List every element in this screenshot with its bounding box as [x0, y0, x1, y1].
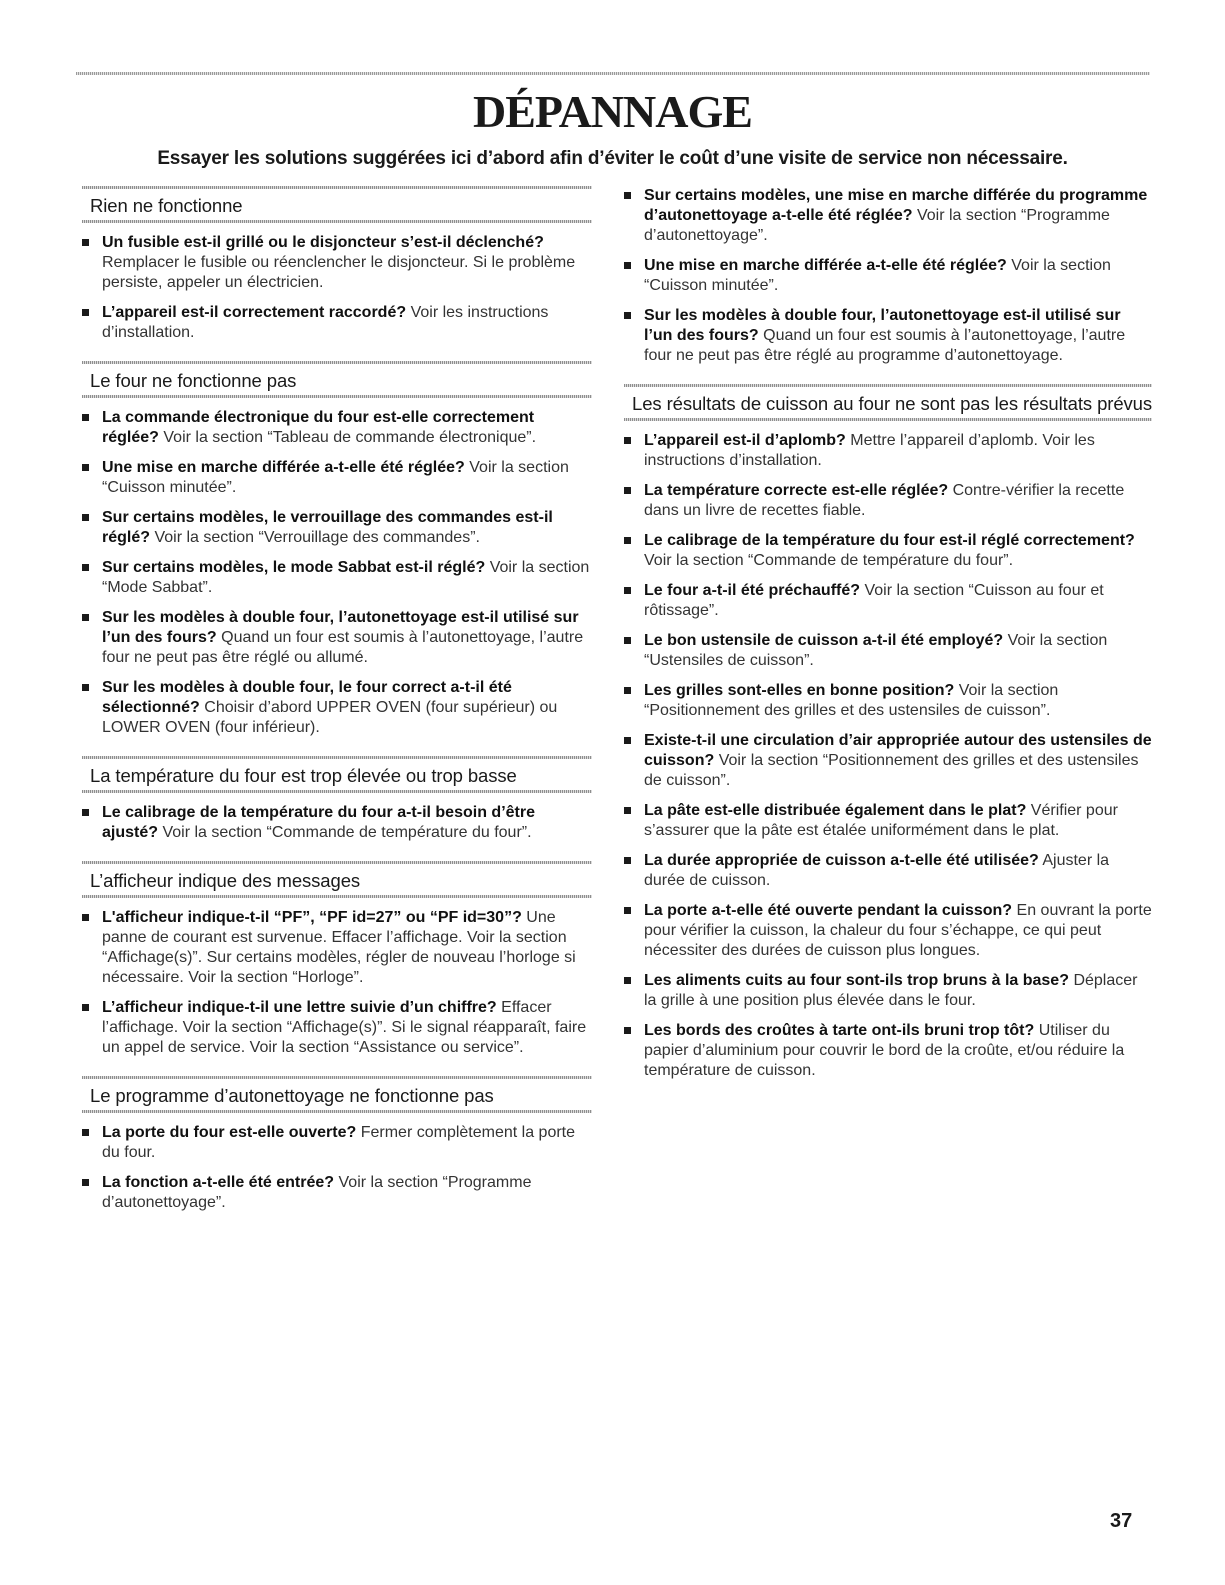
list-item: [82, 1173, 592, 1213]
section-title: Le programme d’autonettoyage ne fonctionne pas: [90, 1085, 494, 1106]
item-question: L'afficheur indique-t-il “PF”, “PF id=27” ou “PF id=30”?: [102, 909, 522, 926]
troubleshooting-section: [624, 186, 1152, 366]
item-answer: Utiliser du papier d’aluminium pour couvrir le bord de la croûte, et/ou réduire la température de cuisson.: [644, 1022, 1125, 1079]
item-answer: Voir la section “Cuisson minutée”.: [644, 257, 1111, 294]
item-answer: Voir la section “Programme d’autonettoyage”.: [102, 1174, 532, 1211]
left-column: [82, 186, 592, 1231]
list-item: [82, 998, 592, 1058]
top-rule: [76, 72, 1150, 75]
item-question: La porte du four est-elle ouverte?: [102, 1124, 357, 1141]
item-answer: Choisir d’abord UPPER OVEN (four supérieur) ou LOWER OVEN (four inférieur).: [102, 699, 558, 736]
item-list: [624, 431, 1152, 1081]
list-item: [624, 631, 1152, 671]
item-question: La durée appropriée de cuisson a-t-elle été utilisée?: [644, 852, 1039, 869]
item-answer: Effacer l’affichage. Voir la section “Affichage(s)”. Si le signal réapparaît, faire un appel de service. Voir la section “Assistance ou service”.: [102, 999, 587, 1056]
list-item: [624, 256, 1152, 296]
troubleshooting-section: [82, 756, 592, 843]
item-list: [82, 803, 592, 843]
section-title: La température du four est trop élevée ou trop basse: [90, 765, 517, 786]
list-item: [82, 908, 592, 988]
item-question: L’appareil est-il correctement raccordé?: [102, 304, 407, 321]
list-item: [624, 581, 1152, 621]
item-question: Sur certains modèles, une mise en marche différée du programme d’autonettoyage a-t-elle été réglée?: [644, 187, 1148, 224]
item-question: Existe-t-il une circulation d’air appropriée autour des ustensiles de cuisson?: [644, 732, 1152, 769]
list-item: [624, 1021, 1152, 1081]
troubleshooting-section: [624, 384, 1152, 1081]
item-question: La commande électronique du four est-elle correctement réglée?: [102, 409, 535, 446]
list-item: [624, 731, 1152, 791]
item-answer: Contre-vérifier la recette dans un livre de recettes fiable.: [644, 482, 1125, 519]
item-answer: En ouvrant la porte pour vérifier la cuisson, la chaleur du four s’échappe, ce qui peut nécessiter des durées de cuisson plus longues.: [644, 902, 1152, 959]
item-question: L’appareil est-il d’aplomb?: [644, 432, 846, 449]
item-question: L’afficheur indique-t-il une lettre suivie d’un chiffre?: [102, 999, 497, 1016]
item-question: Une mise en marche différée a-t-elle été réglée?: [102, 459, 465, 476]
item-answer: Voir la section “Mode Sabbat”.: [102, 559, 590, 596]
list-item: [624, 971, 1152, 1011]
list-item: [82, 803, 592, 843]
list-item: [82, 608, 592, 668]
section-rule-bottom: [624, 418, 1152, 421]
list-item: [624, 681, 1152, 721]
section-header: [624, 384, 1152, 421]
item-question: Un fusible est-il grillé ou le disjoncteur s’est-il déclenché?: [102, 234, 544, 251]
list-item: [82, 458, 592, 498]
item-answer: Quand un four est soumis à l’autonettoyage, l’autre four ne peut pas être réglé au programme d’autonettoyage.: [644, 327, 1126, 364]
item-answer: Voir la section “Commande de température du four”.: [644, 552, 1014, 569]
item-answer: Voir la section “Positionnement des grilles et des ustensiles de cuisson”.: [644, 752, 1139, 789]
item-question: Les aliments cuits au four sont-ils trop bruns à la base?: [644, 972, 1069, 989]
item-answer: Voir la section “Commande de température du four”.: [162, 824, 532, 841]
right-column: [624, 186, 1152, 1099]
item-answer: Ajuster la durée de cuisson.: [644, 852, 1110, 889]
item-answer: Mettre l’appareil d’aplomb. Voir les instructions d’installation.: [644, 432, 1095, 469]
item-answer: Voir la section “Programme d’autonettoyage”.: [644, 207, 1110, 244]
page-number: 37: [1110, 1510, 1133, 1532]
list-item: [82, 508, 592, 548]
list-item: [82, 558, 592, 598]
item-question: La fonction a-t-elle été entrée?: [102, 1174, 335, 1191]
item-answer: Voir la section “Cuisson minutée”.: [102, 459, 569, 496]
item-answer: Voir la section “Positionnement des grilles et des ustensiles de cuisson”.: [644, 682, 1059, 719]
troubleshooting-section: [82, 186, 592, 343]
list-item: [624, 901, 1152, 961]
item-answer: Quand un four est soumis à l’autonettoyage, l’autre four ne peut pas être réglé ou allumé.: [102, 629, 584, 666]
item-question: Les bords des croûtes à tarte ont-ils bruni trop tôt?: [644, 1022, 1035, 1039]
item-list: [624, 186, 1152, 366]
section-rule-bottom: [82, 790, 592, 793]
list-item: [82, 678, 592, 738]
section-title: Rien ne fonctionne: [90, 195, 243, 216]
item-answer: Voir les instructions d’installation.: [102, 304, 549, 341]
item-list: [82, 408, 592, 738]
page-subtitle: Essayer les solutions suggérées ici d’abord afin d’éviter le coût d’une visite de service non nécessaire.: [157, 148, 1068, 169]
item-answer: Déplacer la grille à une position plus élevée dans le four.: [644, 972, 1138, 1009]
list-item: [624, 431, 1152, 471]
item-question: Les grilles sont-elles en bonne position?: [644, 682, 955, 699]
item-question: Une mise en marche différée a-t-elle été réglée?: [644, 257, 1007, 274]
troubleshooting-section: [82, 1076, 592, 1213]
item-question: Sur certains modèles, le mode Sabbat est-il réglé?: [102, 559, 486, 576]
item-question: Le four a-t-il été préchauffé?: [644, 582, 861, 599]
list-item: [82, 1123, 592, 1163]
item-question: Le calibrage de la température du four a-t-il besoin d’être ajusté?: [102, 804, 535, 841]
list-item: [624, 851, 1152, 891]
item-question: La porte a-t-elle été ouverte pendant la cuisson?: [644, 902, 1013, 919]
list-item: [624, 531, 1152, 571]
item-answer: Une panne de courant est survenue. Effacer l’affichage. Voir la section “Affichage(s)”. Sur certains modèles, régler de nouveau l’horloge si nécessaire. Voir la section “Horloge”.: [102, 909, 576, 986]
section-title: Le four ne fonctionne pas: [90, 370, 297, 391]
section-header: [82, 1076, 592, 1113]
troubleshooting-section: [82, 861, 592, 1058]
item-list: [82, 1123, 592, 1213]
section-header: [82, 186, 592, 223]
item-answer: Voir la section “Cuisson au four et rôtissage”.: [644, 582, 1104, 619]
item-list: [82, 908, 592, 1058]
item-question: Sur les modèles à double four, le four correct a-t-il été sélectionné?: [102, 679, 512, 716]
section-rule-bottom: [82, 220, 592, 223]
item-question: Sur les modèles à double four, l’autonettoyage est-il utilisé sur l’un des fours?: [644, 307, 1121, 344]
item-answer: Voir la section “Verrouillage des commandes”.: [154, 529, 480, 546]
item-question: Sur certains modèles, le verrouillage des commandes est-il réglé?: [102, 509, 553, 546]
troubleshooting-section: [82, 361, 592, 738]
section-title: Les résultats de cuisson au four ne sont pas les résultats prévus: [632, 393, 1153, 414]
item-question: Le calibrage de la température du four est-il réglé correctement?: [644, 532, 1135, 549]
section-title: L’afficheur indique des messages: [90, 870, 361, 891]
list-item: [82, 303, 592, 343]
item-question: Sur les modèles à double four, l’autonettoyage est-il utilisé sur l’un des fours?: [102, 609, 579, 646]
item-list: [82, 233, 592, 343]
list-item: [624, 306, 1152, 366]
list-item: [624, 801, 1152, 841]
item-answer: Voir la section “Ustensiles de cuisson”.: [644, 632, 1108, 669]
section-header: [82, 861, 592, 898]
list-item: [624, 186, 1152, 246]
item-answer: Voir la section “Tableau de commande électronique”.: [163, 429, 537, 446]
section-header: [82, 756, 592, 793]
item-question: La pâte est-elle distribuée également dans le plat?: [644, 802, 1027, 819]
list-item: [82, 408, 592, 448]
section-header: [82, 361, 592, 398]
section-rule-bottom: [82, 895, 592, 898]
list-item: [624, 481, 1152, 521]
page-title: DÉPANNAGE: [473, 86, 752, 137]
item-question: La température correcte est-elle réglée?: [644, 482, 949, 499]
list-item: [82, 233, 592, 293]
item-answer: Fermer complètement la porte du four.: [102, 1124, 576, 1161]
item-question: Le bon ustensile de cuisson a-t-il été employé?: [644, 632, 1004, 649]
section-rule-bottom: [82, 395, 592, 398]
section-rule-bottom: [82, 1110, 592, 1113]
item-answer: Remplacer le fusible ou réenclencher le disjoncteur. Si le problème persiste, appeler un électricien.: [102, 254, 576, 291]
item-answer: Vérifier pour s’assurer que la pâte est étalée uniformément dans le plat.: [644, 802, 1118, 839]
